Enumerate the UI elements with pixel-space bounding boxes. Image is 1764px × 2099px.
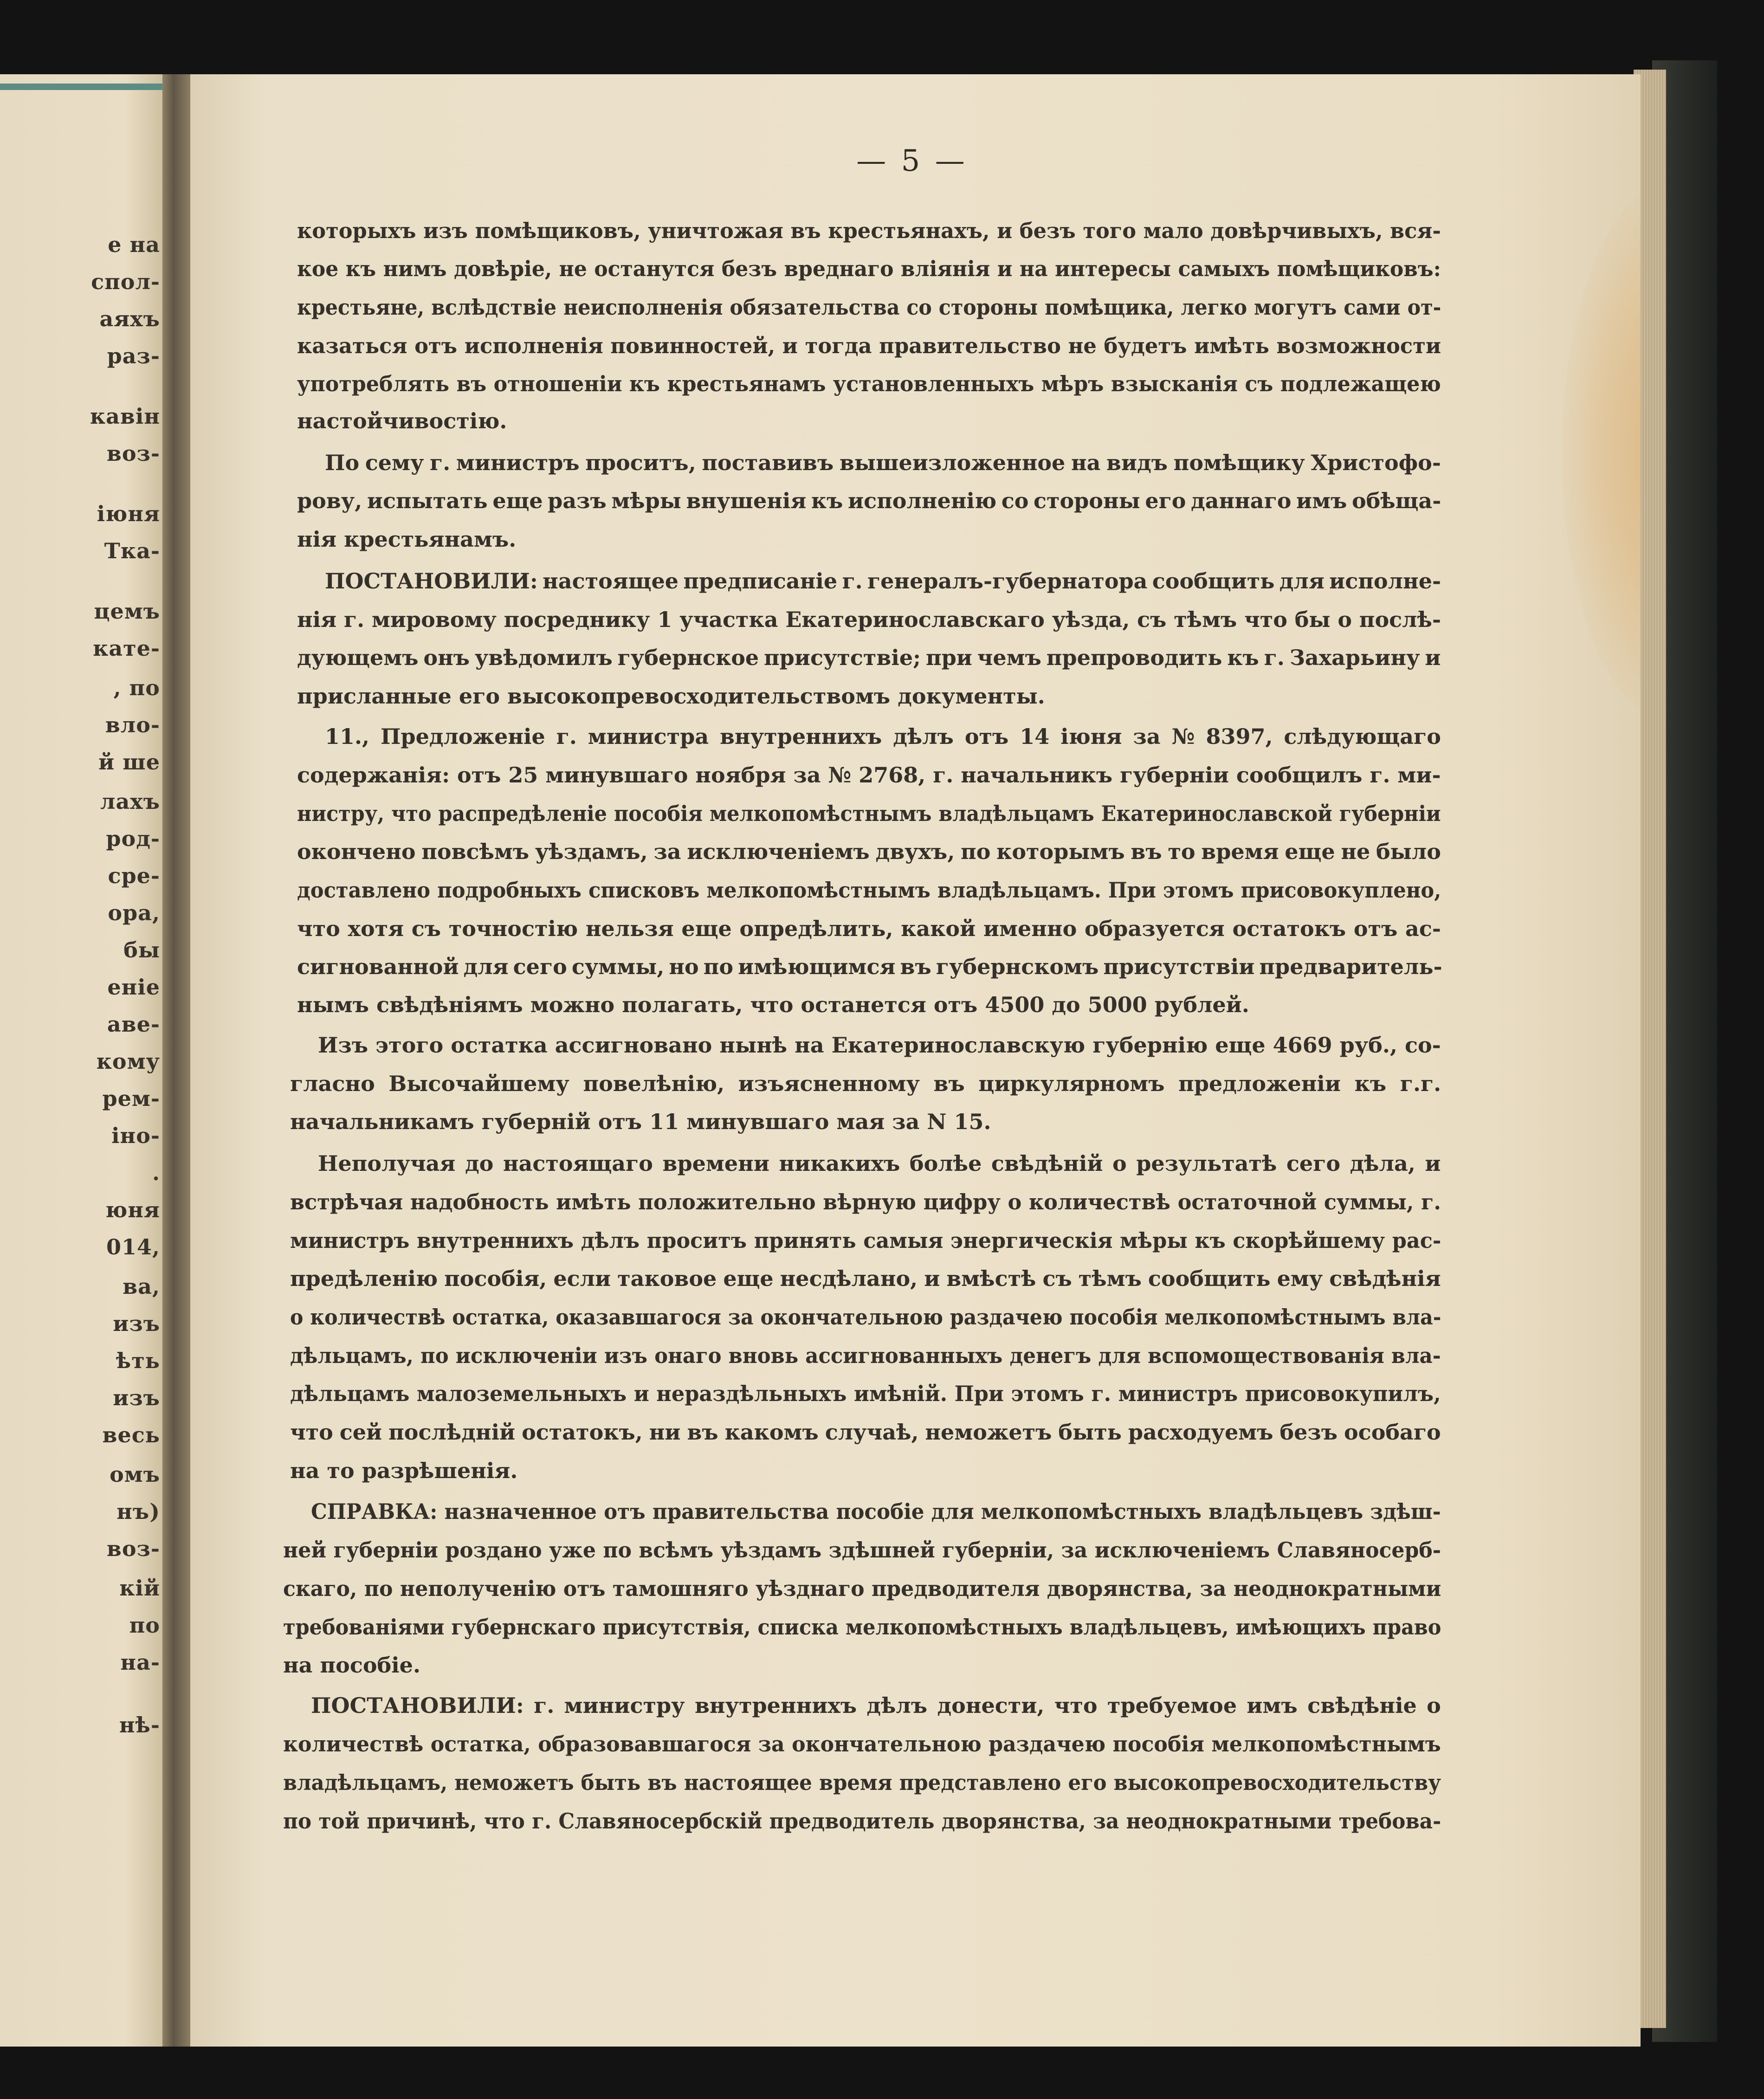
text-line: дѣльцамъ, по исключеніи изъ онаго вновь ассигнованныхъ денегъ для вспомоществованія вла- xyxy=(290,1343,1441,1368)
text-line: настойчивостію. xyxy=(297,408,507,433)
text-line: 11., Предложеніе г. министра внутреннихъ дѣлъ отъ 14 іюня за № 8397, слѣдующаго xyxy=(325,724,1441,749)
text-line: что хотя съ точностію нельзя еще опредѣлить, какой именно образуется остатокъ отъ ас- xyxy=(297,916,1441,941)
text-line: ПОСТАНОВИЛИ: настоящее предписаніе г. генералъ-губернатора сообщить для исполне- xyxy=(325,568,1441,594)
left-page-line: рем- xyxy=(102,1086,160,1111)
text-line: предѣленію пособія, если таковое еще несдѣлано, и вмѣстѣ съ тѣмъ сообщить ему свѣдѣнія xyxy=(290,1266,1441,1291)
text-line: встрѣчая надобность имѣть положительно вѣрную цифру о количествѣ остаточной суммы, г. xyxy=(290,1189,1441,1214)
left-page-line: спол- xyxy=(91,269,160,294)
left-page-line: сре- xyxy=(108,863,160,888)
text-line: гласно Высочайшему повелѣнію, изъясненному въ циркулярномъ предложеніи къ г.г. xyxy=(290,1071,1441,1096)
text-line: рову, испытать еще разъ мѣры внушенія къ исполненію со стороны его даннаго имъ обѣща- xyxy=(297,488,1441,513)
text-line: нія г. мировому посреднику 1 участка Екатеринославскаго уѣзда, съ тѣмъ что бы о послѣ- xyxy=(297,607,1441,632)
page-number: — 5 — xyxy=(856,144,968,178)
left-page-line: іюня xyxy=(97,501,160,526)
left-page-line: ва, xyxy=(123,1274,160,1299)
text-line: на пособіе. xyxy=(283,1653,420,1678)
left-page-line: нъ) xyxy=(116,1499,160,1524)
text-line: употреблять въ отношеніи къ крестьянамъ установленныхъ мѣръ взысканія съ подлежащею xyxy=(297,371,1441,396)
left-page-line: аяхъ xyxy=(99,306,160,331)
left-page-line: нѣ- xyxy=(119,1712,160,1737)
left-page-line: кій xyxy=(119,1576,160,1601)
left-page-line: аве- xyxy=(107,1012,160,1037)
left-page-line: воз- xyxy=(106,441,160,466)
text-line: количествѣ остатка, образовавшагося за окончательною раздачею пособія мелкопомѣстнымъ xyxy=(283,1731,1441,1757)
left-page-line: іно- xyxy=(111,1123,160,1148)
text-line: скаго, по неполученію отъ тамошняго уѣзднаго предводителя дворянства, за неоднократными xyxy=(283,1576,1441,1601)
left-page-line: род- xyxy=(106,826,160,851)
text-line: ПОСТАНОВИЛИ: г. министру внутреннихъ дѣлъ донести, что требуемое имъ свѣдѣніе о xyxy=(311,1693,1441,1718)
text-line: что сей послѣдній остатокъ, ни въ какомъ случаѣ, неможетъ быть расходуемъ безъ особаго xyxy=(290,1420,1441,1445)
text-line: присланные его высокопревосходительствомъ документы. xyxy=(297,684,1045,709)
left-page-line: , по xyxy=(113,675,160,700)
text-line: нія крестьянамъ. xyxy=(297,527,517,552)
text-line: о количествѣ остатка, оказавшагося за окончательною раздачею пособія мелкопомѣстнымъ вла- xyxy=(290,1305,1441,1330)
left-page xyxy=(0,74,179,2047)
text-line: доставлено подробныхъ списковъ мелкопомѣстнымъ владѣльцамъ. При этомъ присовокуплено, xyxy=(297,878,1441,903)
text-line: содержанія: отъ 25 минувшаго ноября за № 2768, г. начальникъ губерніи сообщилъ г. ми- xyxy=(297,762,1441,788)
left-page-line: воз- xyxy=(106,1536,160,1561)
left-page-line: лахъ xyxy=(100,789,160,814)
text-line: Неполучая до настоящаго времени никакихъ болѣе свѣдѣній о результатѣ сего дѣла, и xyxy=(318,1151,1441,1176)
text-line: окончено повсѣмъ уѣздамъ, за исключеніемъ двухъ, по которымъ въ то время еще не было xyxy=(297,839,1441,864)
left-page-line: ора, xyxy=(108,900,160,925)
left-page-line: вло- xyxy=(105,712,160,737)
book-gutter xyxy=(162,74,190,2047)
left-page-line: Тка- xyxy=(104,538,160,563)
text-line: нымъ свѣдѣніямъ можно полагать, что останется отъ 4500 до 5000 рублей. xyxy=(297,992,1249,1017)
text-line: по той причинѣ, что г. Славяносербскій предводитель дворянства, за неоднократными требова- xyxy=(283,1808,1441,1834)
left-page-line: цемъ xyxy=(94,599,160,624)
left-page-line: еніе xyxy=(107,975,160,1000)
left-page-line: изъ xyxy=(113,1311,160,1336)
left-page-line: весь xyxy=(102,1422,160,1447)
text-line: начальникамъ губерній отъ 11 минувшаго мая за N 15. xyxy=(290,1109,991,1134)
text-line: кое къ нимъ довѣріе, не останутся безъ вреднаго вліянія и на интересы самыхъ помѣщиковъ: xyxy=(297,256,1441,281)
text-line: требованіями губернскаго присутствія, списка мелкопомѣстныхъ владѣльцевъ, имѣющихъ право xyxy=(283,1615,1441,1640)
left-page-line: юня xyxy=(105,1197,160,1222)
text-line: владѣльцамъ, неможетъ быть въ настоящее время представлено его высокопревосходительству xyxy=(283,1770,1441,1795)
left-page-line: е на xyxy=(108,232,160,257)
left-page-top-rule xyxy=(0,84,179,90)
text-line: сигнованной для сего суммы, но по имѣющимся въ губернскомъ присутствіи предваритель- xyxy=(297,954,1442,979)
text-line: дѣльцамъ малоземельныхъ и нераздѣльныхъ имѣній. При этомъ г. министръ присовокупилъ, xyxy=(290,1381,1441,1406)
text-line: По сему г. министръ проситъ, поставивъ вышеизложенное на видъ помѣщику Христофо- xyxy=(325,450,1441,475)
left-page-line: бы xyxy=(123,937,160,962)
text-line: казаться отъ исполненія повинностей, и тогда правительство не будетъ имѣть возможности xyxy=(297,333,1441,358)
paper-stain xyxy=(1562,186,1641,719)
left-page-line: омъ xyxy=(110,1462,160,1487)
text-line: на то разрѣшенія. xyxy=(290,1458,518,1483)
left-page-line: на- xyxy=(120,1650,160,1675)
text-line: крестьяне, вслѣдствіе неисполненія обязательства со стороны помѣщика, легко могутъ сами от- xyxy=(297,295,1441,320)
left-page-line: . xyxy=(152,1160,160,1185)
left-page-line: кому xyxy=(96,1049,160,1074)
left-page-line: ѣть xyxy=(116,1348,160,1373)
text-line: которыхъ изъ помѣщиковъ, уничтожая въ крестьянахъ, и безъ того мало довѣрчивыхъ, вся- xyxy=(297,218,1441,243)
text-line: СПРАВКА: назначенное отъ правительства пособіе для мелкопомѣстныхъ владѣльцевъ здѣш- xyxy=(311,1499,1441,1524)
left-page-line: й ше xyxy=(98,749,160,775)
left-page-line: кате- xyxy=(93,636,160,661)
text-line: ней губерніи роздано уже по всѣмъ уѣздамъ здѣшней губерніи, за исключеніемъ Славяносерб- xyxy=(283,1537,1441,1563)
main-page xyxy=(179,74,1641,2047)
text-line: Изъ этого остатка ассигновано нынѣ на Екатеринославскую губернію еще 4669 руб., со- xyxy=(318,1033,1441,1058)
left-page-line: изъ xyxy=(113,1385,160,1410)
left-page-line: раз- xyxy=(107,343,160,368)
left-page-line: 014, xyxy=(106,1234,160,1259)
text-line: дующемъ онъ увѣдомилъ губернское присутствіе; при чемъ препроводить къ г. Захарьину и xyxy=(297,645,1441,670)
left-page-line: по xyxy=(129,1613,160,1638)
text-line: нистру, что распредѣленіе пособія мелкопомѣстнымъ владѣльцамъ Екатеринославской губерніи xyxy=(297,801,1441,826)
left-page-line: кавін xyxy=(90,404,160,429)
text-line: министръ внутреннихъ дѣлъ проситъ принять самыя энергическія мѣры къ скорѣйшему рас- xyxy=(290,1228,1441,1253)
